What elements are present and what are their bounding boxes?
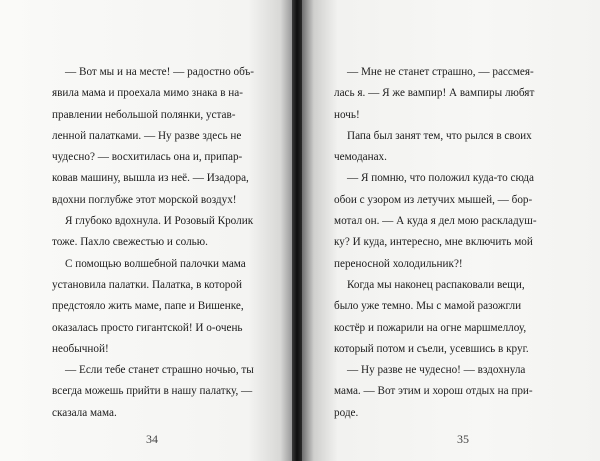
book-gutter — [292, 0, 302, 461]
text-line: чемоданах. — [334, 151, 387, 164]
text-line: правлении небольшой полянки, устав- — [52, 108, 236, 121]
text-line: ленной палатками. — Ну разве здесь не — [52, 129, 242, 142]
page-number: 34 — [146, 432, 158, 446]
text-line: сказала мама. — [52, 406, 117, 419]
text-line: чудесно? — восхитилась она и, припар- — [52, 151, 243, 164]
text-line: ковав машину, вышла из неё. — Изадора, — [52, 172, 249, 185]
text-line: необычной! — [52, 342, 109, 355]
text-line: роде. — [334, 406, 359, 419]
text-line: мама. — Вот этим и хорош отдых на при- — [334, 385, 533, 398]
text-line: ку? И куда, интересно, мне включить мой — [334, 236, 533, 249]
text-line: тоже. Пахло свежестью и солью. — [52, 236, 208, 249]
left-page — [0, 0, 292, 461]
text-line: С помощью волшебной палочки мама — [65, 257, 246, 270]
text-line: явила мама и проехала мимо знака в на- — [52, 87, 243, 100]
text-line: установила палатки. Палатка, в которой — [52, 278, 242, 291]
text-line: оказалась просто гигантской! И о-очень — [52, 321, 243, 334]
right-page — [302, 0, 600, 461]
text-line: — Ну разве не чудесно! — вздохнула — [347, 364, 526, 377]
text-line: который потом и съели, усевшись в круг. — [334, 342, 529, 355]
text-line: переносной холодильник?! — [334, 257, 463, 270]
text-line: — Мне не станет страшно, — рассмея- — [347, 66, 534, 78]
text-line: костёр и пожарили на огне маршмеллоу, — [334, 321, 527, 334]
text-line: Я глубоко вдохнула. И Розовый Кролик — [65, 215, 254, 228]
text-line: мотал он. — А куда я дел мою раскладуш- — [334, 215, 537, 228]
text-line: лась я. — Я же вампир! А вампиры любят — [334, 87, 535, 100]
page-text — [52, 62, 274, 424]
page-text — [334, 62, 570, 424]
text-line: было уже темно. Мы с мамой разожгли — [334, 300, 522, 313]
text-line: обои с узором из летучих мышей, — бор- — [334, 193, 533, 206]
text-line: Папа был занят тем, что рылся в своих — [347, 129, 532, 142]
text-line: вдохни поглубже этот морской воздух! — [52, 193, 237, 206]
text-line: — Если тебе станет страшно ночью, ты — [65, 364, 254, 377]
page-number: 35 — [457, 432, 469, 446]
text-line: Когда мы наконец распаковали вещи, — [347, 278, 525, 291]
text-line: всегда можешь прийти в нашу палатку, — — [52, 385, 253, 398]
text-line: — Вот мы и на месте! — радостно объ- — [65, 66, 255, 78]
text-line: ночь! — [334, 108, 360, 121]
text-line: предстояло жить маме, папе и Вишенке, — [52, 300, 244, 313]
text-line: — Я помню, что положил куда-то сюда — [347, 172, 534, 185]
